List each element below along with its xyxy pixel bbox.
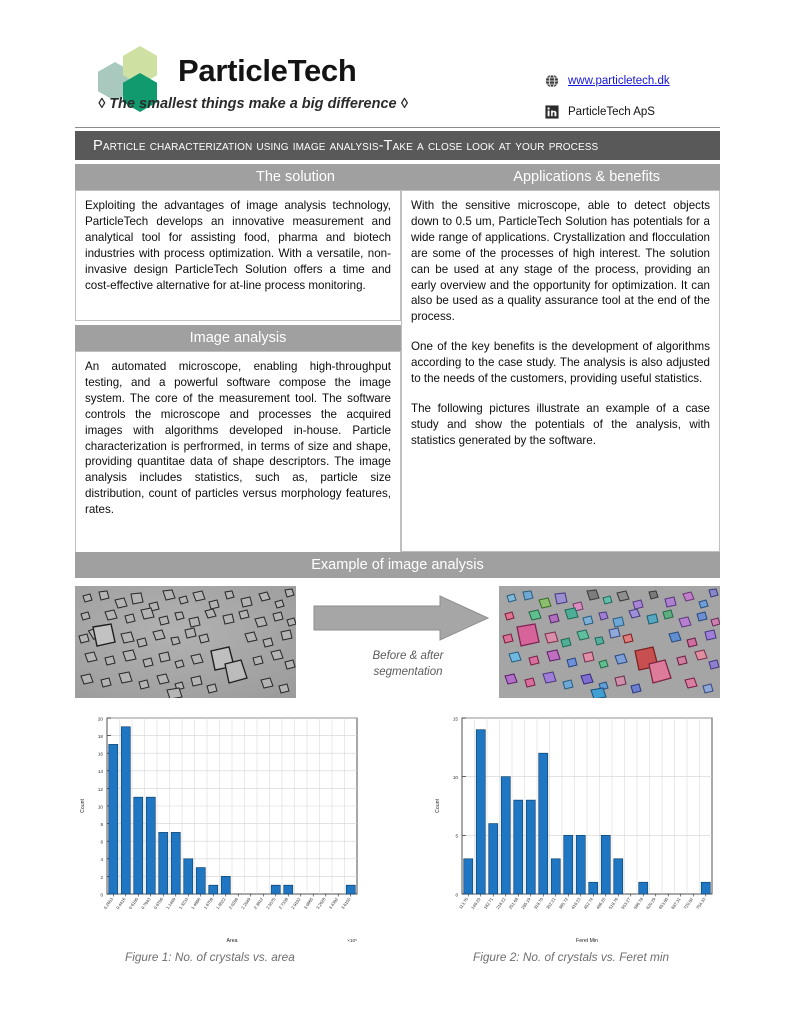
svg-text:Area: Area [226,938,238,944]
svg-text:1.4996: 1.4996 [190,896,202,911]
svg-text:218.22: 218.22 [495,896,507,911]
image-analysis-text: An automated microscope, enabling high-throughput testing, and a powerful software compose the image system. The core of the measurement tool. The software controls the microscope and processes the acquired images with algorithms developed in-house. Particle characterization is perfrormed, in terms of size and shape, providing quantitae data of shape descriptors. The image analysis includes statistics, such as, particle size distribution, count of particles versus morphology features, rates. [85,360,391,517]
applications-paragraph-1: With the sensitive microscope, able to detect objects down to 0.5 um, ParticleTech Solution has potentials for a wide range of applications. Crystallization and flocculation are some of the processes of high interest. The solution can be used at any stage of the process, providing an early overview and the opportunity for optimization. It can also be used as a quality assurance tool at the end of the process. [411,199,710,324]
svg-text:3.0865: 3.0865 [302,896,315,911]
company-name: ParticleTech ApS [568,106,655,118]
before-micrograph-image [75,586,296,698]
svg-text:754.33: 754.33 [695,896,707,911]
applications-paragraph-3: The following pictures illustrate an example of a case study and show the potentials of the analysis, with statistics generated by the software. [411,401,710,447]
figure-2-caption: Figure 2: No. of crystals vs. Feret min [473,950,670,964]
website-row[interactable] [545,70,775,92]
svg-text:0.6180: 0.6180 [127,896,140,911]
svg-text:Count: Count [80,799,86,813]
right-column [401,164,720,552]
svg-text:2.0286: 2.0286 [227,896,240,911]
svg-text:10: 10 [97,804,103,810]
section-header-example [75,552,720,578]
svg-text:2.9102: 2.9102 [290,896,302,911]
svg-text:486.25: 486.25 [595,896,607,911]
image-analysis-text-cell [75,351,401,562]
page-title: Particle characterization using image analysis-Take a close look at your process [93,137,599,154]
svg-text:2.2049: 2.2049 [240,896,252,911]
arrow-right-icon [312,594,498,642]
charts-row [75,708,720,948]
brand-tagline: ◊ The smallest things make a big difference ◊ [98,96,408,112]
section-header-example-label: Example of image analysis [311,557,484,573]
svg-text:1.6759: 1.6759 [202,896,215,911]
section-header-image-analysis-label: Image analysis [189,330,287,346]
brand-name: ParticleTech [178,53,357,88]
svg-text:12: 12 [97,786,103,792]
svg-text:720.82: 720.82 [682,896,695,911]
page-header [0,0,792,128]
svg-text:3.4392: 3.4392 [327,896,340,911]
after-micrograph [499,586,720,698]
svg-text:10: 10 [452,775,458,781]
section-header-applications-label: Applications & benefits [513,169,660,185]
title-banner [75,131,720,160]
svg-text:182.71: 182.71 [482,896,495,911]
svg-text:251.68: 251.68 [507,896,520,911]
after-micrograph-image [499,586,720,698]
svg-text:1.3233: 1.3233 [177,896,190,911]
linkedin-row[interactable] [545,101,775,123]
chart-histogram-area [75,708,365,946]
before-after-arrow-block [312,594,498,694]
svg-text:15: 15 [452,716,458,722]
header-divider [75,127,720,128]
svg-text:352.21: 352.21 [545,896,557,911]
svg-text:385.72: 385.72 [557,896,570,911]
svg-text:620.29: 620.29 [645,896,657,911]
svg-text:285.19: 285.19 [520,896,532,911]
applications-paragraph-2: One of the key benefits is the development of algorithms according to the case study. The analysis is also adjusted to the needs of the customers, providing useful statistics. [411,340,710,386]
svg-text:586.78: 586.78 [632,896,645,911]
micrograph-row [75,586,720,698]
svg-text:5: 5 [455,833,458,839]
svg-text:653.80: 653.80 [657,896,670,911]
section-header-solution-label: The solution [256,169,335,185]
arrow-caption-line2: segmentation [373,666,443,678]
left-column [75,164,401,562]
globe-icon [545,74,559,88]
svg-text:6: 6 [100,839,103,845]
section-header-image-analysis [75,325,401,351]
applications-text [411,198,710,449]
svg-text:113.75: 113.75 [457,896,470,910]
histogram-feret-min-svg [430,708,720,946]
svg-text:1.8522: 1.8522 [215,896,227,911]
svg-text:1.1469: 1.1469 [165,896,177,911]
logo [98,46,428,116]
svg-text:0: 0 [455,892,458,898]
svg-text:0.7943: 0.7943 [140,896,152,911]
svg-text:419.23: 419.23 [570,896,582,911]
svg-text:2.7339: 2.7339 [277,896,290,911]
svg-text:16: 16 [97,751,103,757]
svg-text:2.5575: 2.5575 [265,896,277,911]
figure-1-caption: Figure 1: No. of crystals vs. area [125,950,295,964]
chart-histogram-feret-min [430,708,720,946]
website-link[interactable]: www.particletech.dk [568,75,670,87]
linkedin-icon [545,105,559,119]
svg-text:0.4416: 0.4416 [115,896,127,911]
svg-text:0.9706: 0.9706 [152,896,165,911]
svg-text:×10⁵: ×10⁵ [347,938,357,943]
svg-text:149.20: 149.20 [470,896,482,911]
svg-text:Feret Min: Feret Min [576,938,598,944]
svg-text:4: 4 [100,857,103,863]
arrow-caption-line1: Before & after [372,650,444,662]
applications-text-cell [401,190,720,552]
svg-text:8: 8 [100,822,103,827]
svg-text:18: 18 [97,734,103,739]
solution-text: Exploiting the advantages of image analysis technology, ParticleTech develops an innovative measurement and analytical tool for assisting food, pharma and biotech industries with process optimization. With a versatile, non-invasive design ParticleTech Solution offers a time and cost-effective alternative for at-line process monitoring. [85,199,391,292]
svg-text:Count: Count [435,799,441,813]
svg-text:452.74: 452.74 [582,896,595,911]
svg-text:20: 20 [97,716,103,722]
svg-text:2.3812: 2.3812 [252,896,265,911]
solution-text-cell [75,190,401,321]
section-header-applications [401,164,720,190]
svg-text:553.27: 553.27 [620,896,632,911]
svg-text:14: 14 [97,769,103,775]
section-header-solution [75,164,401,190]
before-micrograph [75,586,296,698]
svg-text:0.2653: 0.2653 [102,896,115,911]
svg-text:3.6155: 3.6155 [340,896,352,911]
svg-text:3.2628: 3.2628 [315,896,327,911]
svg-text:0: 0 [100,892,103,898]
svg-text:687.31: 687.31 [670,896,682,911]
svg-text:519.76: 519.76 [607,896,620,911]
figure-captions [75,950,720,970]
arrow-caption [328,648,488,680]
svg-text:318.70: 318.70 [532,896,545,911]
svg-text:2: 2 [100,874,103,880]
histogram-area-svg [75,708,365,946]
contact-block [545,70,775,132]
